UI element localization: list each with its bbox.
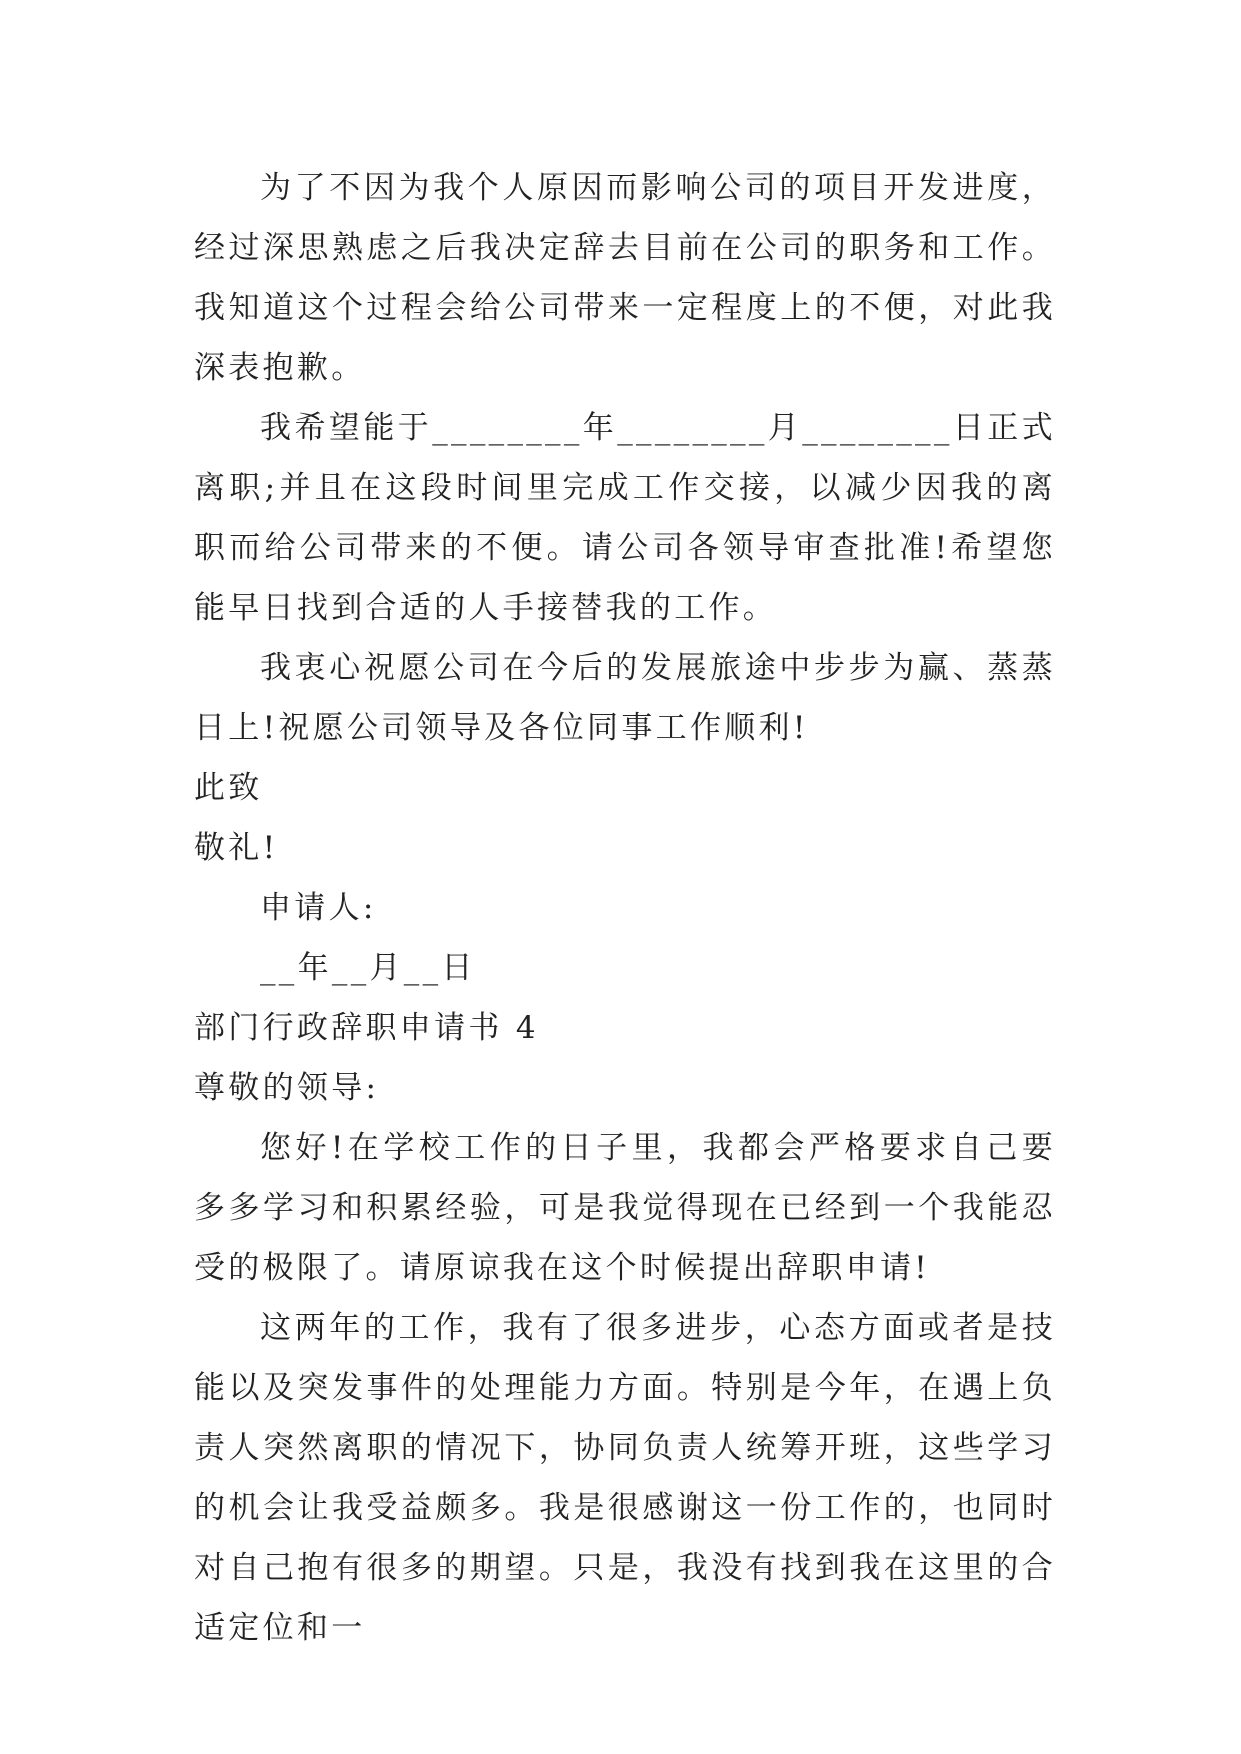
closing-jing-li: 敬礼!	[194, 830, 279, 866]
paragraph-project-delay: 为了不因为我个人原因而影响公司的项目开发进度，经过深思熟虑之后我决定辞去目前在公司的职务和工作。我知道这个过程会给公司带来一定程度上的不便，对此我深表抱歉。	[194, 170, 1056, 386]
closing-ci-zhi: 此致	[194, 770, 263, 806]
document-body	[194, 158, 1056, 1658]
paragraph-resignation-date: 我希望能于________年________月________日正式离职;并且在这段时间里完成工作交接，以减少因我的离职而给公司带来的不便。请公司各领导审查批准!希望您能早日找到合适的人手接替我的工作。	[194, 410, 1056, 626]
applicant-label: 申请人:	[260, 890, 377, 926]
section-title: 部门行政辞职申请书 4	[194, 1010, 539, 1046]
paragraph-two-years: 这两年的工作，我有了很多进步，心态方面或者是技能以及突发事件的处理能力方面。特别是今年，在遇上负责人突然离职的情况下，协同负责人统筹开班，这些学习的机会让我受益颇多。我是很感谢这一份工作的，也同时对自己抱有很多的期望。只是，我没有找到我在这里的合适定位和一	[194, 1310, 1056, 1646]
paragraph-school-work: 您好!在学校工作的日子里，我都会严格要求自己要多多学习和积累经验，可是我觉得现在已经到一个我能忍受的极限了。请原谅我在这个时候提出辞职申请!	[194, 1130, 1056, 1286]
salutation: 尊敬的领导:	[194, 1070, 380, 1106]
date-line: __年__月__日	[260, 950, 476, 986]
paragraph-best-wishes: 我衷心祝愿公司在今后的发展旅途中步步为赢、蒸蒸日上!祝愿公司领导及各位同事工作顺利!	[194, 650, 1056, 746]
